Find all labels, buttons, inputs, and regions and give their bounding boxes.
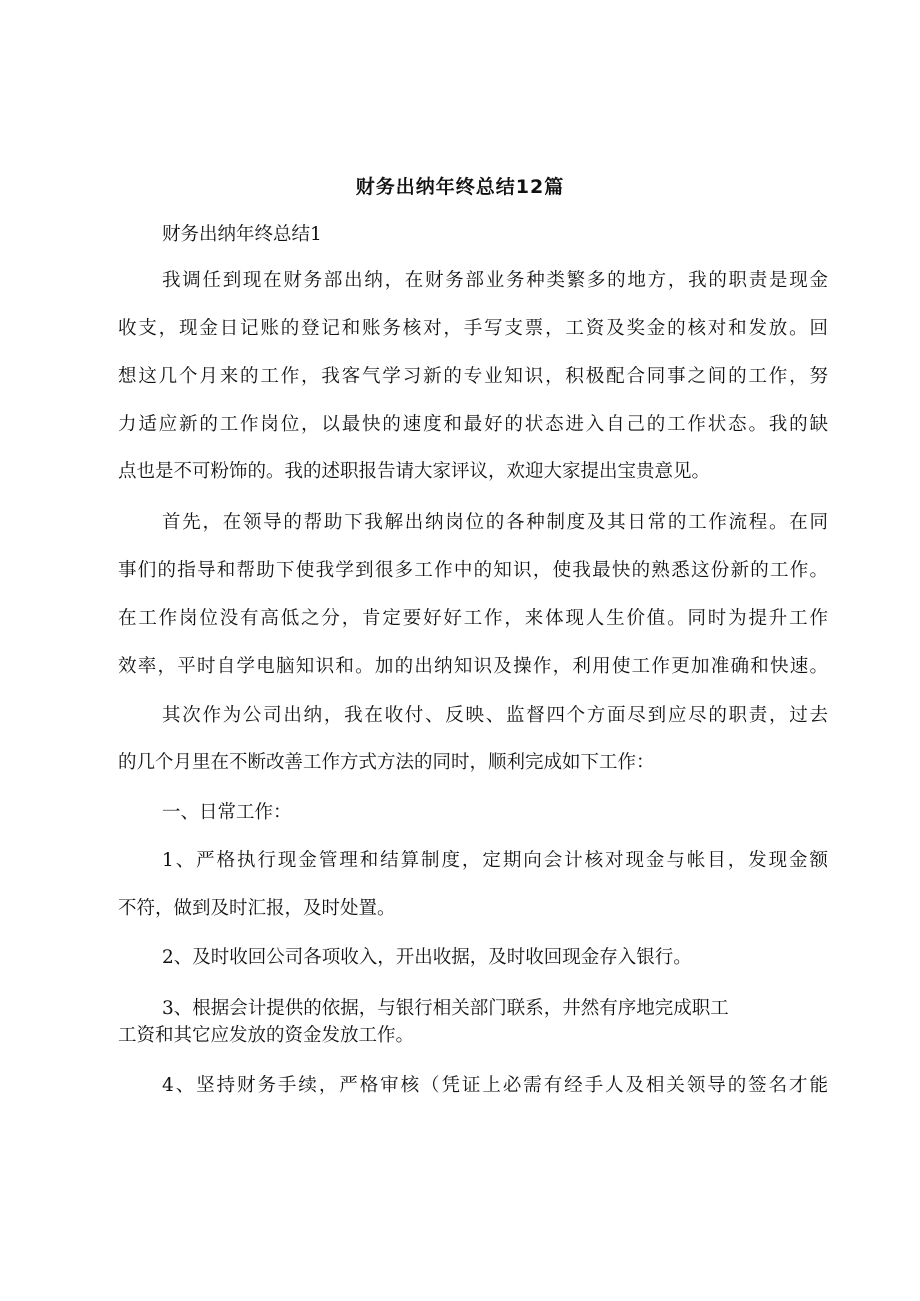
document-title: 财务出纳年终总结12篇 [355, 176, 565, 198]
paragraph-line: 力适应新的工作岗位，以最快的速度和最好的状态进入自己的工作状态。我的缺 [118, 414, 828, 435]
list-item-line: 2、及时收回公司各项收入，开出收据，及时收回现金存入银行。 [162, 947, 692, 968]
paragraph-line: 效率，平时自学电脑知识和。加的出纳知识及操作，利用使工作更加准确和快速。 [118, 656, 828, 677]
list-heading: 一、日常工作： [162, 802, 292, 823]
section-heading: 财务出纳年终总结1 [162, 224, 322, 245]
paragraph-line: 想这几个月来的工作，我客气学习新的专业知识，积极配合同事之间的工作，努 [118, 366, 828, 387]
list-item-line: 4、坚持财务手续，严格审核（凭证上必需有经手人及相关领导的签名才能 [162, 1075, 828, 1096]
list-item-line: 3、根据会计提供的依据，与银行相关部门联系，井然有序地完成职工 [162, 998, 729, 1019]
list-item-line: 不符，做到及时汇报，及时处置。 [118, 898, 396, 919]
paragraph-line: 其次作为公司出纳，我在收付、反映、监督四个方面尽到应尽的职责，过去 [162, 705, 828, 726]
paragraph-line: 在工作岗位没有高低之分，肯定要好好工作，来体现人生价值。同时为提升工作 [118, 608, 828, 629]
paragraph-line: 首先，在领导的帮助下我解出纳岗位的各种制度及其日常的工作流程。在同 [162, 512, 828, 533]
paragraph-line: 事们的指导和帮助下使我学到很多工作中的知识，使我最快的熟悉这份新的工作。 [118, 560, 828, 581]
paragraph-line: 收支，现金日记账的登记和账务核对，手写支票，工资及奖金的核对和发放。回 [118, 318, 828, 339]
paragraph-line: 点也是不可粉饰的。我的述职报告请大家评议，欢迎大家提出宝贵意见。 [118, 461, 711, 482]
list-item-line: 工资和其它应发放的资金发放工作。 [118, 1025, 415, 1046]
paragraph-line: 我调任到现在财务部出纳，在财务部业务种类繁多的地方，我的职责是现金 [162, 270, 828, 291]
paragraph-line: 的几个月里在不断改善工作方式方法的同时，顺利完成如下工作： [118, 752, 655, 773]
list-item-line: 1、严格执行现金管理和结算制度，定期向会计核对现金与帐目，发现金额 [162, 850, 828, 871]
